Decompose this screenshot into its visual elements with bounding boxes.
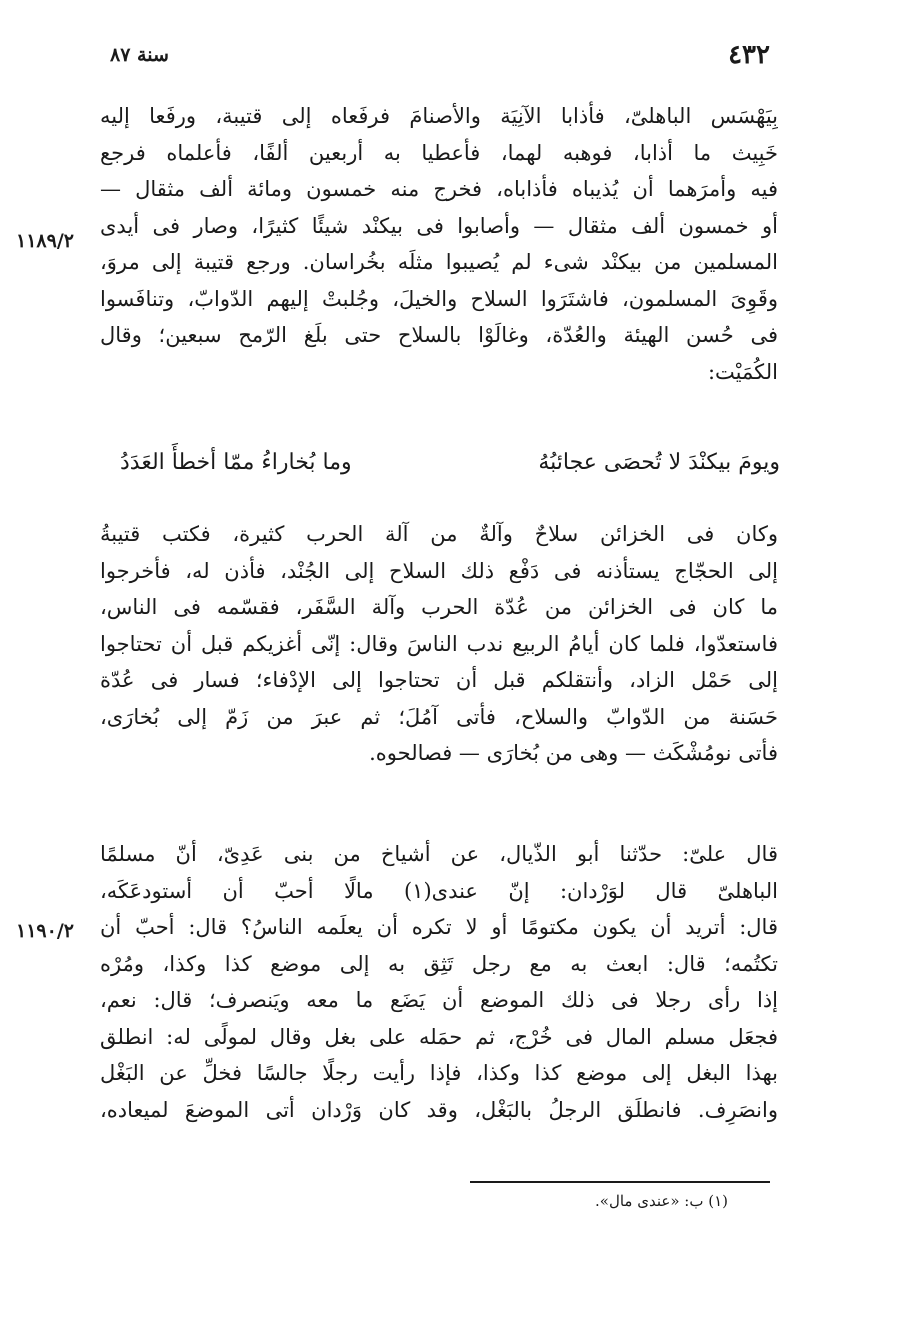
page-header: [110, 40, 770, 80]
text-line: خَبِيث ما أذابا، فوهبه لهما، فأعطيا به أربعين ألفًا، فأعلماه فرجع: [100, 140, 778, 165]
text-line: بهذا البغل إلى موضع كذا وكذا، فإذا رأيت رجلًا جالسًا فخلِّ عن البَغْل: [100, 1061, 778, 1085]
text-line: إذا رأى رجلا فى ذلك الموضع أن يَضَع ما معه ويَنصرف؛ قال: نعم،: [100, 988, 778, 1012]
footnote-divider: [470, 1181, 770, 1183]
text-line: إلى الحجّاج يستأذنه فى دَفْع ذلك السلاح إلى الجُنْد، فأذن له، فأخرجوا: [100, 558, 778, 583]
text-line: فاستعدّوا، فلما كان أيامُ الربيع ندب الناسَ وقال: إنّى أغزيكم قبل أن تحتاجوا: [100, 631, 778, 656]
text-line: أو خمسون ألف مثقال — وأصابوا فى بيكنْد شيئًا كثيرًا، وصار فى أيدى: [100, 213, 778, 238]
text-line: تكتُمه؛ قال: ابعث به مع رجل تَثِق به إلى موضع كذا وكذا، ومُرْه: [100, 951, 778, 976]
verse-first-hemistich: ويومَ بيكنْدَ لا تُحصَى عجائبُهُ: [538, 450, 780, 475]
text-line: المسلمين من بيكنْد شىء لم يُصيبوا مثلَه بخُراسان. ورجع قتيبة إلى مروَ،: [100, 250, 778, 274]
text-line: وقَوِىَ المسلمون، فاشتَرَوا السلاح والخيلَ، وجُلبتْ إليهم الدّوابّ، وتنافَسوا: [100, 286, 778, 311]
year-label: سنة ٨٧: [110, 44, 169, 66]
text-line: فيه وأمرَهما أن يُذيباه فأذاباه، فخرج منه خمسون ومائة ألف مثقال —: [100, 177, 778, 201]
text-line: حَسَنة من الدّوابّ والسلاح، فأتى آمُلَ؛ ثم عبرَ من زَمّ إلى بُخارَى،: [100, 704, 778, 729]
text-line: بِيَهْسَس الباهلىّ، فأذابا الآنِيَة والأصنامَ فرفَعاه إلى قتيبة، ورفَعا إليه: [100, 104, 778, 128]
poem-verse: [120, 450, 780, 490]
text-line: وانصَرِف. فانطلَق الرجلُ بالبَغْل، وقد كان وَرْدان أتى الموضعَ لميعاده،: [100, 1097, 778, 1122]
text-line: فأتى نومُشْكَث — وهى من بُخارَى — فصالحوه.: [369, 741, 778, 765]
text-line: إلى حَمْل الزاد، وأنتقلكم قبل أن تحتاجوا إلى الإدْفاء؛ فسار فى عُدّة: [100, 668, 778, 692]
paragraph-2: [100, 516, 778, 772]
footnote: (١) ب: «عندى مال».: [595, 1192, 728, 1210]
margin-reference: ١١٨٩/٢: [16, 230, 74, 252]
text-line: قال: أتريد أن يكون مكتومًا أو لا تكره أن يعلَمه الناسُ؟ قال: أحبّ أن: [100, 915, 778, 939]
text-line: وكان فى الخزائن سلاحٌ وآلةٌ من آلة الحرب كثيرة، فكتب قتيبةُ: [100, 522, 778, 546]
text-line: فجعَل مسلم المال فى خُرْج، ثم حمَله على بغل وقال لمولًى له: انطلق: [100, 1024, 778, 1049]
text-line: الكُمَيْت:: [707, 359, 778, 384]
text-line: فى حُسن الهيئة والعُدّة، وغالَوْا بالسلاح حتى بلَغ الرّمح سبعين؛ وقال: [100, 323, 778, 347]
text-line: ما كان فى الخزائن من عُدّة الحرب وآلة السَّفَر، فقسّمه فى الناس،: [100, 595, 778, 619]
paragraph-3: [100, 836, 778, 1128]
text-line: قال علىّ: حدّثنا أبو الذّيال، عن أشياخ من بنى عَدِىّ، أنّ مسلمًا: [100, 842, 778, 866]
text-line: الباهلىّ قال لوَرْدان: إنّ عندى(١) مالًا أحبّ أن أستودعَكَه،: [100, 878, 778, 903]
verse-second-hemistich: وما بُخاراءُ ممّا أخطأَ العَدَدُ: [120, 450, 352, 475]
margin-reference: ١١٩٠/٢: [16, 920, 74, 942]
page-number: ٤٣٢: [728, 40, 770, 70]
paragraph-1: [100, 98, 778, 390]
